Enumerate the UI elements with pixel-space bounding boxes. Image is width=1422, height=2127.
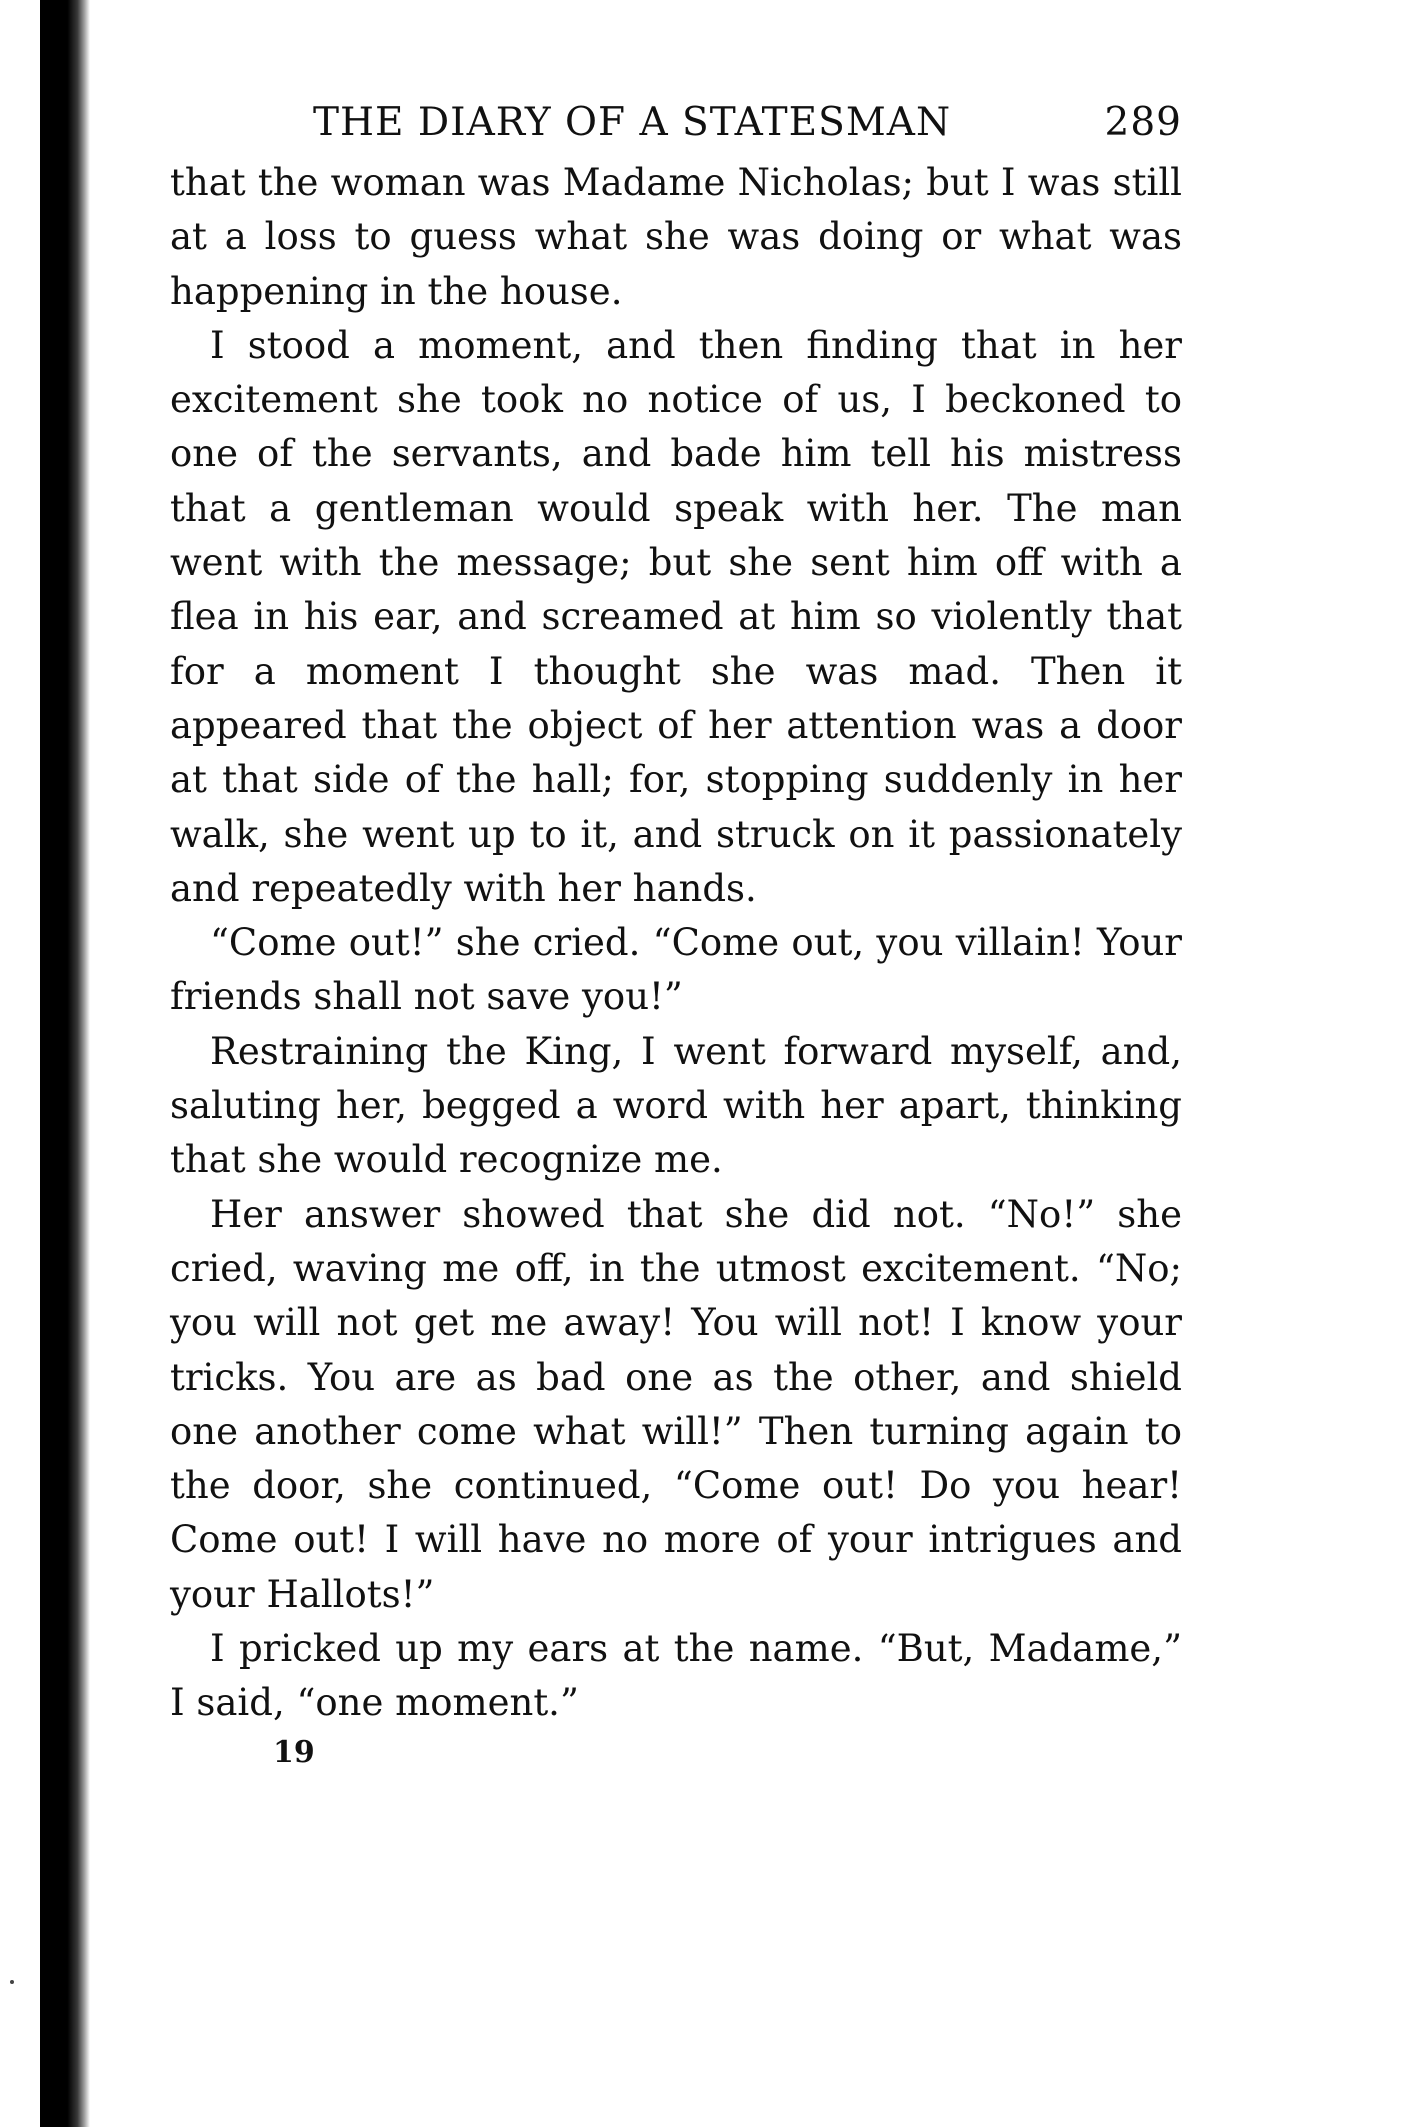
page-number: 289 xyxy=(1104,100,1182,145)
paragraph: that the woman was Madame Nicholas; but I was still at a loss to guess what she was doing or what was happening in the house. xyxy=(170,161,1182,313)
body-text xyxy=(170,156,1182,1731)
running-head-title: THE DIARY OF A STATESMAN xyxy=(313,100,952,145)
paragraph: Her answer showed that she did not. “No!” she cried, waving me off, in the utmost excitement. “No; you will not get me away! You will not! I know your tricks. You are as bad one as the other, and shield one another come what will!” Then turning again to the door, she continued, “Come out! Do you hear! Come out! I will have no more of your intrigues and your Hallots!” xyxy=(170,1192,1182,1616)
paragraph: Restraining the King, I went forward myself, and, saluting her, begged a word with her apart, thinking that she would recognize me. xyxy=(170,1029,1182,1182)
paragraph: I stood a moment, and then finding that in her excitement she took no notice of us, I beckoned to one of the servants, and bade him tell his mistress that a gentleman would speak with her. The man went with the message; but she sent him off with a flea in his ear, and screamed at him so violently that for a moment I thought she was mad. Then it appeared that the object of her attention was a door at that side of the hall; for, stopping suddenly in her walk, she went up to it, and struck on it passionately and repeatedly with her hands. xyxy=(170,323,1182,910)
book-page xyxy=(170,100,1182,1770)
scan-speck xyxy=(10,1980,14,1984)
paragraph: “Come out!” she cried. “Come out, you villain! Your friends shall not save you!” xyxy=(170,921,1182,1019)
running-head xyxy=(170,100,1182,156)
paragraph: I pricked up my ears at the name. “But, Madame,” I said, “one moment.” xyxy=(170,1627,1182,1725)
signature-mark: 19 xyxy=(273,1734,315,1770)
book-spine-shadow xyxy=(40,0,90,2127)
